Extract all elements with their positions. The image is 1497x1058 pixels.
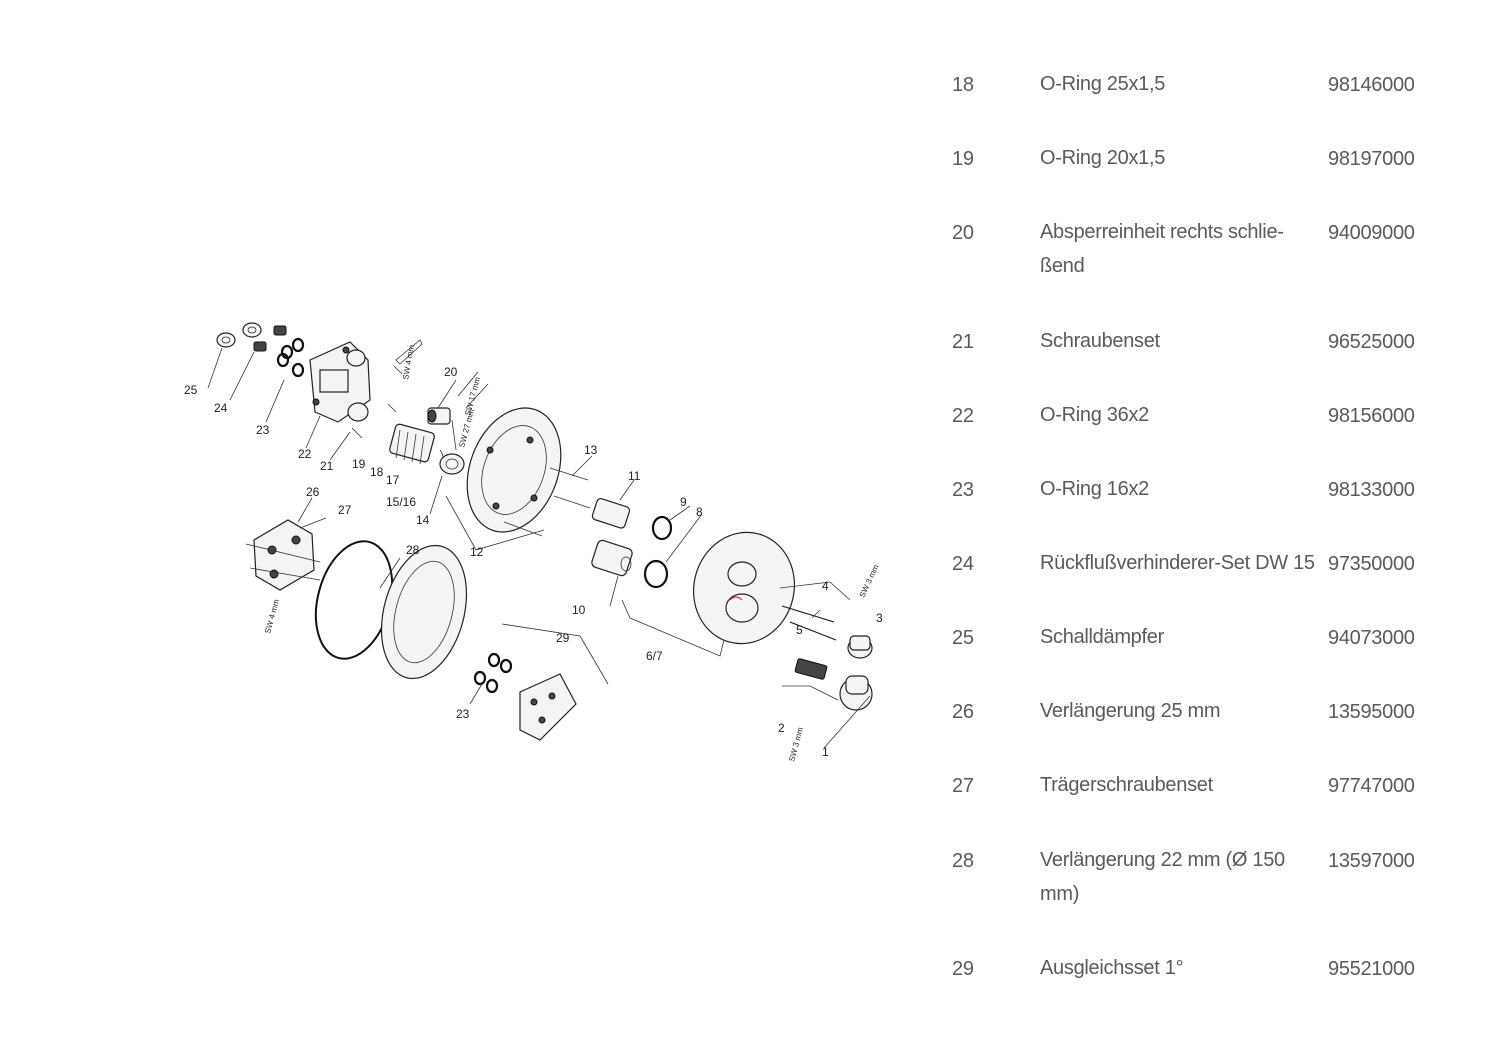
part-description: Trägerschraubenset xyxy=(1040,774,1213,796)
part-10-sleeve xyxy=(591,539,634,577)
part-4-5-extension xyxy=(782,606,836,640)
part-position: 22 xyxy=(952,405,974,427)
callout-9: 9 xyxy=(680,495,687,509)
callout-26: 26 xyxy=(306,485,320,499)
part-position: 29 xyxy=(952,958,974,980)
part-position: 25 xyxy=(952,627,974,649)
callout-27: 27 xyxy=(338,503,352,517)
callout-25: 25 xyxy=(184,383,198,397)
callout-15-16: 15/16 xyxy=(386,495,417,509)
part-description: Ausgleichsset 1° xyxy=(1040,957,1184,979)
callout-13: 13 xyxy=(584,443,598,457)
callout-18: 18 xyxy=(370,465,384,479)
callout-4: 4 xyxy=(822,579,829,593)
tool-label-sw4-top: SW 4 mm xyxy=(401,344,417,381)
callout-23-bottom: 23 xyxy=(456,707,470,721)
part-description: Schraubenset xyxy=(1040,330,1160,352)
part-26-extension-body xyxy=(246,520,320,590)
part-description: Rückflußverhinderer-Set DW 15 xyxy=(1040,552,1315,574)
part-number: 95521000 xyxy=(1328,958,1415,980)
part-position: 18 xyxy=(952,74,974,96)
part-description: Absperreinheit rechts schlie-ßend xyxy=(1040,221,1284,277)
callout-3: 3 xyxy=(876,611,883,625)
callout-29: 29 xyxy=(556,631,570,645)
part-position: 24 xyxy=(952,553,974,575)
callout-22: 22 xyxy=(298,447,312,461)
part-number: 98197000 xyxy=(1328,148,1415,170)
part-number: 98146000 xyxy=(1328,74,1415,96)
part-number: 94009000 xyxy=(1328,222,1415,244)
part-6-7-trim-plate xyxy=(681,521,807,655)
part-number: 13595000 xyxy=(1328,701,1415,723)
part-number: 98133000 xyxy=(1328,479,1415,501)
tool-label-sw4-left: SW 4 mm xyxy=(263,598,282,635)
tool-label-sw3-right: SW 3 mm xyxy=(857,563,881,599)
part-description: O-Ring 25x1,5 xyxy=(1040,73,1166,95)
part-description: Verlängerung 22 mm (Ø 150 mm) xyxy=(1040,849,1285,905)
callout-19: 19 xyxy=(352,457,366,471)
exploded-view-diagram xyxy=(170,300,930,780)
part-number: 94073000 xyxy=(1328,627,1415,649)
part-number: 98156000 xyxy=(1328,405,1415,427)
part-3-knob xyxy=(848,636,872,658)
tool-label-sw27: SW 27 mm xyxy=(457,407,477,449)
callout-21: 21 xyxy=(320,459,334,473)
callout-17: 17 xyxy=(386,473,400,487)
part-position: 19 xyxy=(952,148,974,170)
part-number: 96525000 xyxy=(1328,331,1415,353)
part-17-19-cartridge xyxy=(389,423,443,466)
callout-2: 2 xyxy=(778,721,785,735)
part-number: 97350000 xyxy=(1328,553,1415,575)
part-description: Schalldämpfer xyxy=(1040,626,1164,648)
part-position: 23 xyxy=(952,479,974,501)
part-11-sleeve xyxy=(591,498,630,529)
part-position: 26 xyxy=(952,701,974,723)
callout-28: 28 xyxy=(406,543,420,557)
callout-1: 1 xyxy=(822,745,829,759)
part-number: 13597000 xyxy=(1328,850,1415,872)
part-number: 97747000 xyxy=(1328,775,1415,797)
part-23-orings-top xyxy=(278,339,303,376)
part-description: O-Ring 36x2 xyxy=(1040,404,1149,426)
part-description: O-Ring 20x1,5 xyxy=(1040,147,1166,169)
part-22-body xyxy=(310,342,370,422)
part-position: 28 xyxy=(952,850,974,872)
part-position: 20 xyxy=(952,222,974,244)
part-position: 21 xyxy=(952,331,974,353)
callout-6-7: 6/7 xyxy=(646,649,663,663)
tool-label-sw17: SW 17 mm xyxy=(463,375,483,417)
part-28-extension-ring xyxy=(304,533,481,688)
callout-11: 11 xyxy=(628,469,641,483)
part-position: 27 xyxy=(952,775,974,797)
part-2-stem xyxy=(795,658,828,679)
callout-23-top: 23 xyxy=(256,423,270,437)
callout-8: 8 xyxy=(696,505,703,519)
part-29-compensation-plate xyxy=(520,674,576,740)
callout-5: 5 xyxy=(796,623,803,637)
callout-24: 24 xyxy=(214,401,228,415)
callout-14: 14 xyxy=(416,513,430,527)
callout-10: 10 xyxy=(572,603,586,617)
callout-20: 20 xyxy=(444,365,458,379)
part-description: O-Ring 16x2 xyxy=(1040,478,1149,500)
part-8-9-rings xyxy=(645,517,671,587)
part-1-knob xyxy=(840,676,872,710)
part-description: Verlängerung 25 mm xyxy=(1040,700,1221,722)
part-14-nut xyxy=(440,454,464,474)
tool-label-sw3-bottom: SW 3 mm xyxy=(787,726,806,763)
part-20-shutoff xyxy=(428,408,450,424)
callout-12: 12 xyxy=(470,545,484,559)
